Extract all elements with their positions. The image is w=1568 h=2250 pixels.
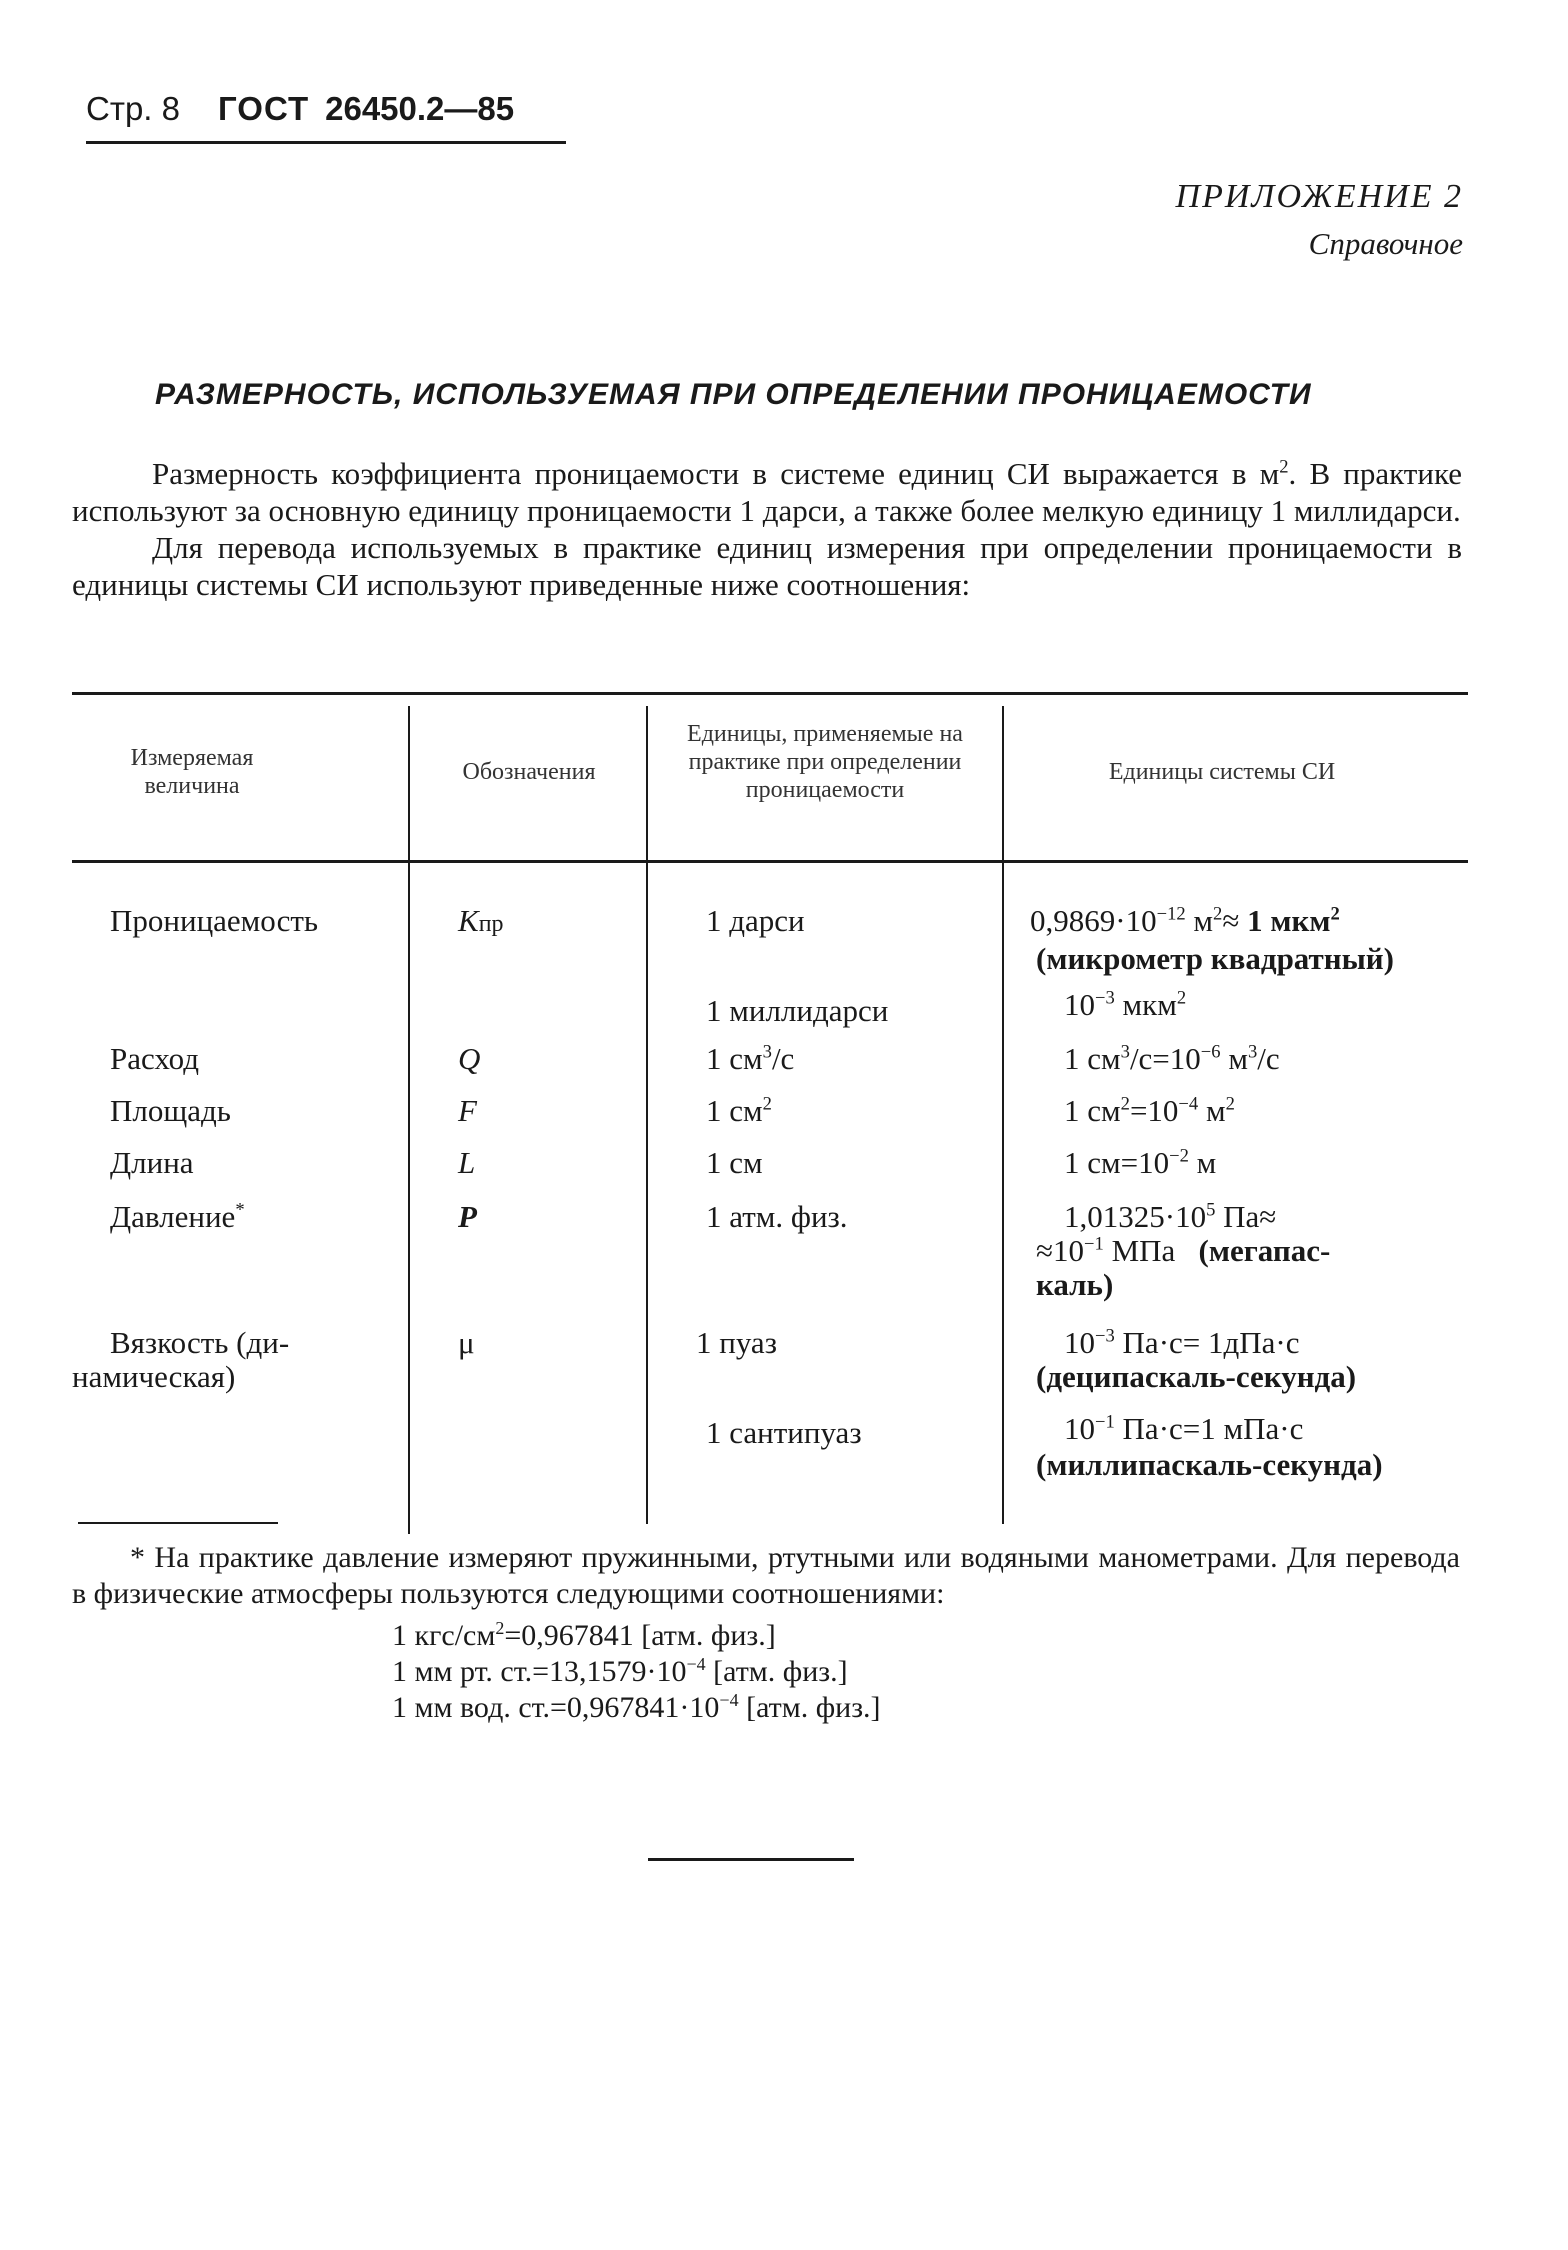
cell-si: 1 $см^3/с=10^{-6}$ $м^3/с$ [1064,1041,1280,1076]
appendix-subtitle: Справочное [1308,226,1463,261]
cell-practical: 1 $см^3/с$ [706,1041,795,1076]
footnote-relations [392,1618,1460,1726]
standard-number: 26450.2—85 [325,90,515,127]
cell-si: 1 $см^2=10^{-4}$ $м^2$ [1064,1093,1235,1128]
footnote [72,1540,1460,1726]
footnote-rule [78,1522,278,1524]
cell-symbol: L [458,1145,476,1180]
cell-practical: 1 миллидарси [706,993,889,1028]
column-divider [646,706,648,1524]
cell-symbol: Kпр [458,903,504,938]
page-header [86,90,514,128]
relation-1: 1 кгс/$см^2=0,967841$ [атм. физ.] [392,1618,776,1652]
cell-si-note: (миллипаскаль-секунда) [1036,1447,1383,1482]
relation-3: 1 мм вод. $ст.=0,967841\cdot 10^{-4}$ [атм. физ.] [392,1690,881,1724]
cell-si: $10^{-3}$ Па·с= 1дПа·с [1064,1325,1300,1360]
header-quantity: Измеряемая величина [130,745,254,799]
cell-practical: 1 пуаз [696,1325,777,1360]
header-practical: Единицы, применяемые на практике при определении проницаемости [687,721,963,803]
intro-paragraph-1: Размерность коэффициента проницаемости в системе единиц СИ выражается в $м^2$. В практике используют за основную единицу проницаемости 1 дарси, а также более мелкую единицу 1 миллидарси. [72,456,1462,528]
header-symbol: Обозначения [462,759,596,785]
cell-quantity: Площадь [110,1093,231,1128]
cell-practical: 1 атм. физ. [706,1199,848,1234]
cell-symbol: F [458,1093,477,1128]
cell-quantity: Длина [110,1145,194,1180]
cell-si: $0,9869\cdot 10^{-12}$ $м^2\approx 1$ мкм$^2$ [1030,903,1340,938]
header-rule [86,141,566,144]
appendix-title: ПРИЛОЖЕНИЕ 2 [1175,178,1463,215]
header-si: Единицы системы СИ [1108,759,1336,785]
cell-si-note: (деципаскаль-секунда) [1036,1359,1357,1394]
relation-2: 1 мм рт. $ст.=13,1579\cdot 10^{-4}$ [атм. физ.] [392,1654,848,1688]
cell-quantity: Расход [110,1041,200,1076]
appendix-label [1176,178,1463,262]
column-divider [1002,706,1004,1524]
table-top-rule [72,692,1468,695]
cell-symbol: P [458,1199,477,1234]
cell-symbol: Q [458,1041,481,1076]
cell-quantity-cont: намическая) [72,1359,236,1394]
cell-si: $10^{-3}$ мкм$^2$ [1064,987,1187,1022]
cell-si-line2: $\approx 10^{-1}$ МПа (мегапас- [1036,1233,1331,1268]
cell-quantity: Проницаемость [110,903,319,938]
cell-si: $10^{-1}$ Па·с=1 мПа·с [1064,1411,1304,1446]
cell-practical: 1 см [706,1145,763,1180]
cell-quantity: Вязкость (ди- [110,1325,290,1360]
cell-si: $1,01325\cdot 10^5$ Па≈ [1064,1199,1277,1234]
table-header-rule [72,860,1468,863]
document-title: РАЗМЕРНОСТЬ, ИСПОЛЬЗУЕМАЯ ПРИ ОПРЕДЕЛЕНИИ ПРОНИЦАЕМОСТИ [155,378,1312,411]
column-divider [408,706,410,1534]
cell-symbol: μ [458,1325,475,1360]
cell-practical: 1 $см^2$ [706,1093,772,1128]
cell-si: 1 $см=10^{-2}$ м [1064,1145,1217,1180]
cell-si-note: (микрометр квадратный) [1036,941,1394,976]
intro-paragraph-2: Для перевода используемых в практике единиц измерения при определении проницаемости в единицы системы СИ используют приведенные ниже соотношения: [72,530,1462,602]
page-number: Стр. 8 [86,90,180,127]
standard-name: ГОСТ [218,90,310,127]
cell-practical: 1 сантипуаз [706,1415,862,1450]
end-rule [648,1858,854,1861]
footnote-text: * На практике давление измеряют пружинными, ртутными или водяными манометрами. Для перевода в физические атмосферы пользуются следующими соотношениями: [72,1541,1460,1610]
cell-practical: 1 дарси [706,903,805,938]
cell-quantity: Давление* [110,1199,245,1234]
intro-text [72,455,1462,603]
cell-si-line3: каль) [1036,1267,1114,1302]
